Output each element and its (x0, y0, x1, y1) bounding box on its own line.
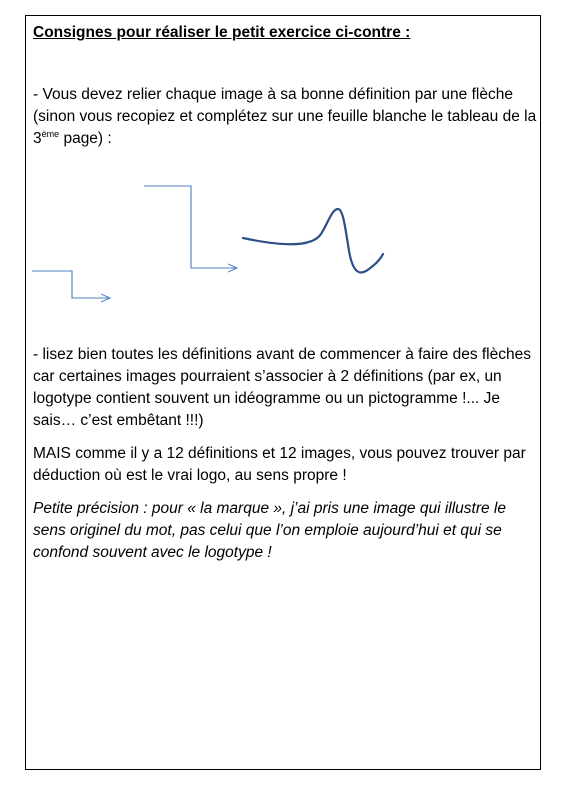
instruction-link-text-end: page) : (59, 130, 112, 147)
instruction-read-definitions: - lisez bien toutes les définitions avant de commencer à faire des flèches car certaines images pourraient s’associer à 2 définitions (par ex, un logotype contient souvent un idéogramme ou un pictogramme !... Je sais… c’est embêtant !!!) (33, 346, 531, 429)
precision-note: Petite précision : pour « la marque », j’ai pris une image qui illustre le sens originel du mot, pas celui que l’on emploie aujourd’hui et qui se confond souvent avec le logotype ! (33, 500, 506, 561)
instructions-heading: Consignes pour réaliser le petit exercice ci-contre : (33, 24, 411, 41)
ordinal-suffix: ème (41, 128, 60, 139)
elbow-arrow-small (32, 271, 110, 298)
elbow-arrow-large (144, 186, 237, 268)
example-arrows-drawing (26, 181, 426, 321)
instruction-link-images (33, 84, 538, 150)
instruction-link-text: - Vous devez relier chaque image à sa bonne définition par une flèche (sinon vous recopiez et complétez sur une feuille blanche le tableau de la 3 (33, 86, 537, 147)
instruction-frame (25, 15, 541, 770)
instruction-deduction: MAIS comme il y a 12 définitions et 12 images, vous pouvez trouver par déduction où est le vrai logo, au sens propre ! (33, 445, 526, 484)
wave-curve (243, 209, 383, 273)
